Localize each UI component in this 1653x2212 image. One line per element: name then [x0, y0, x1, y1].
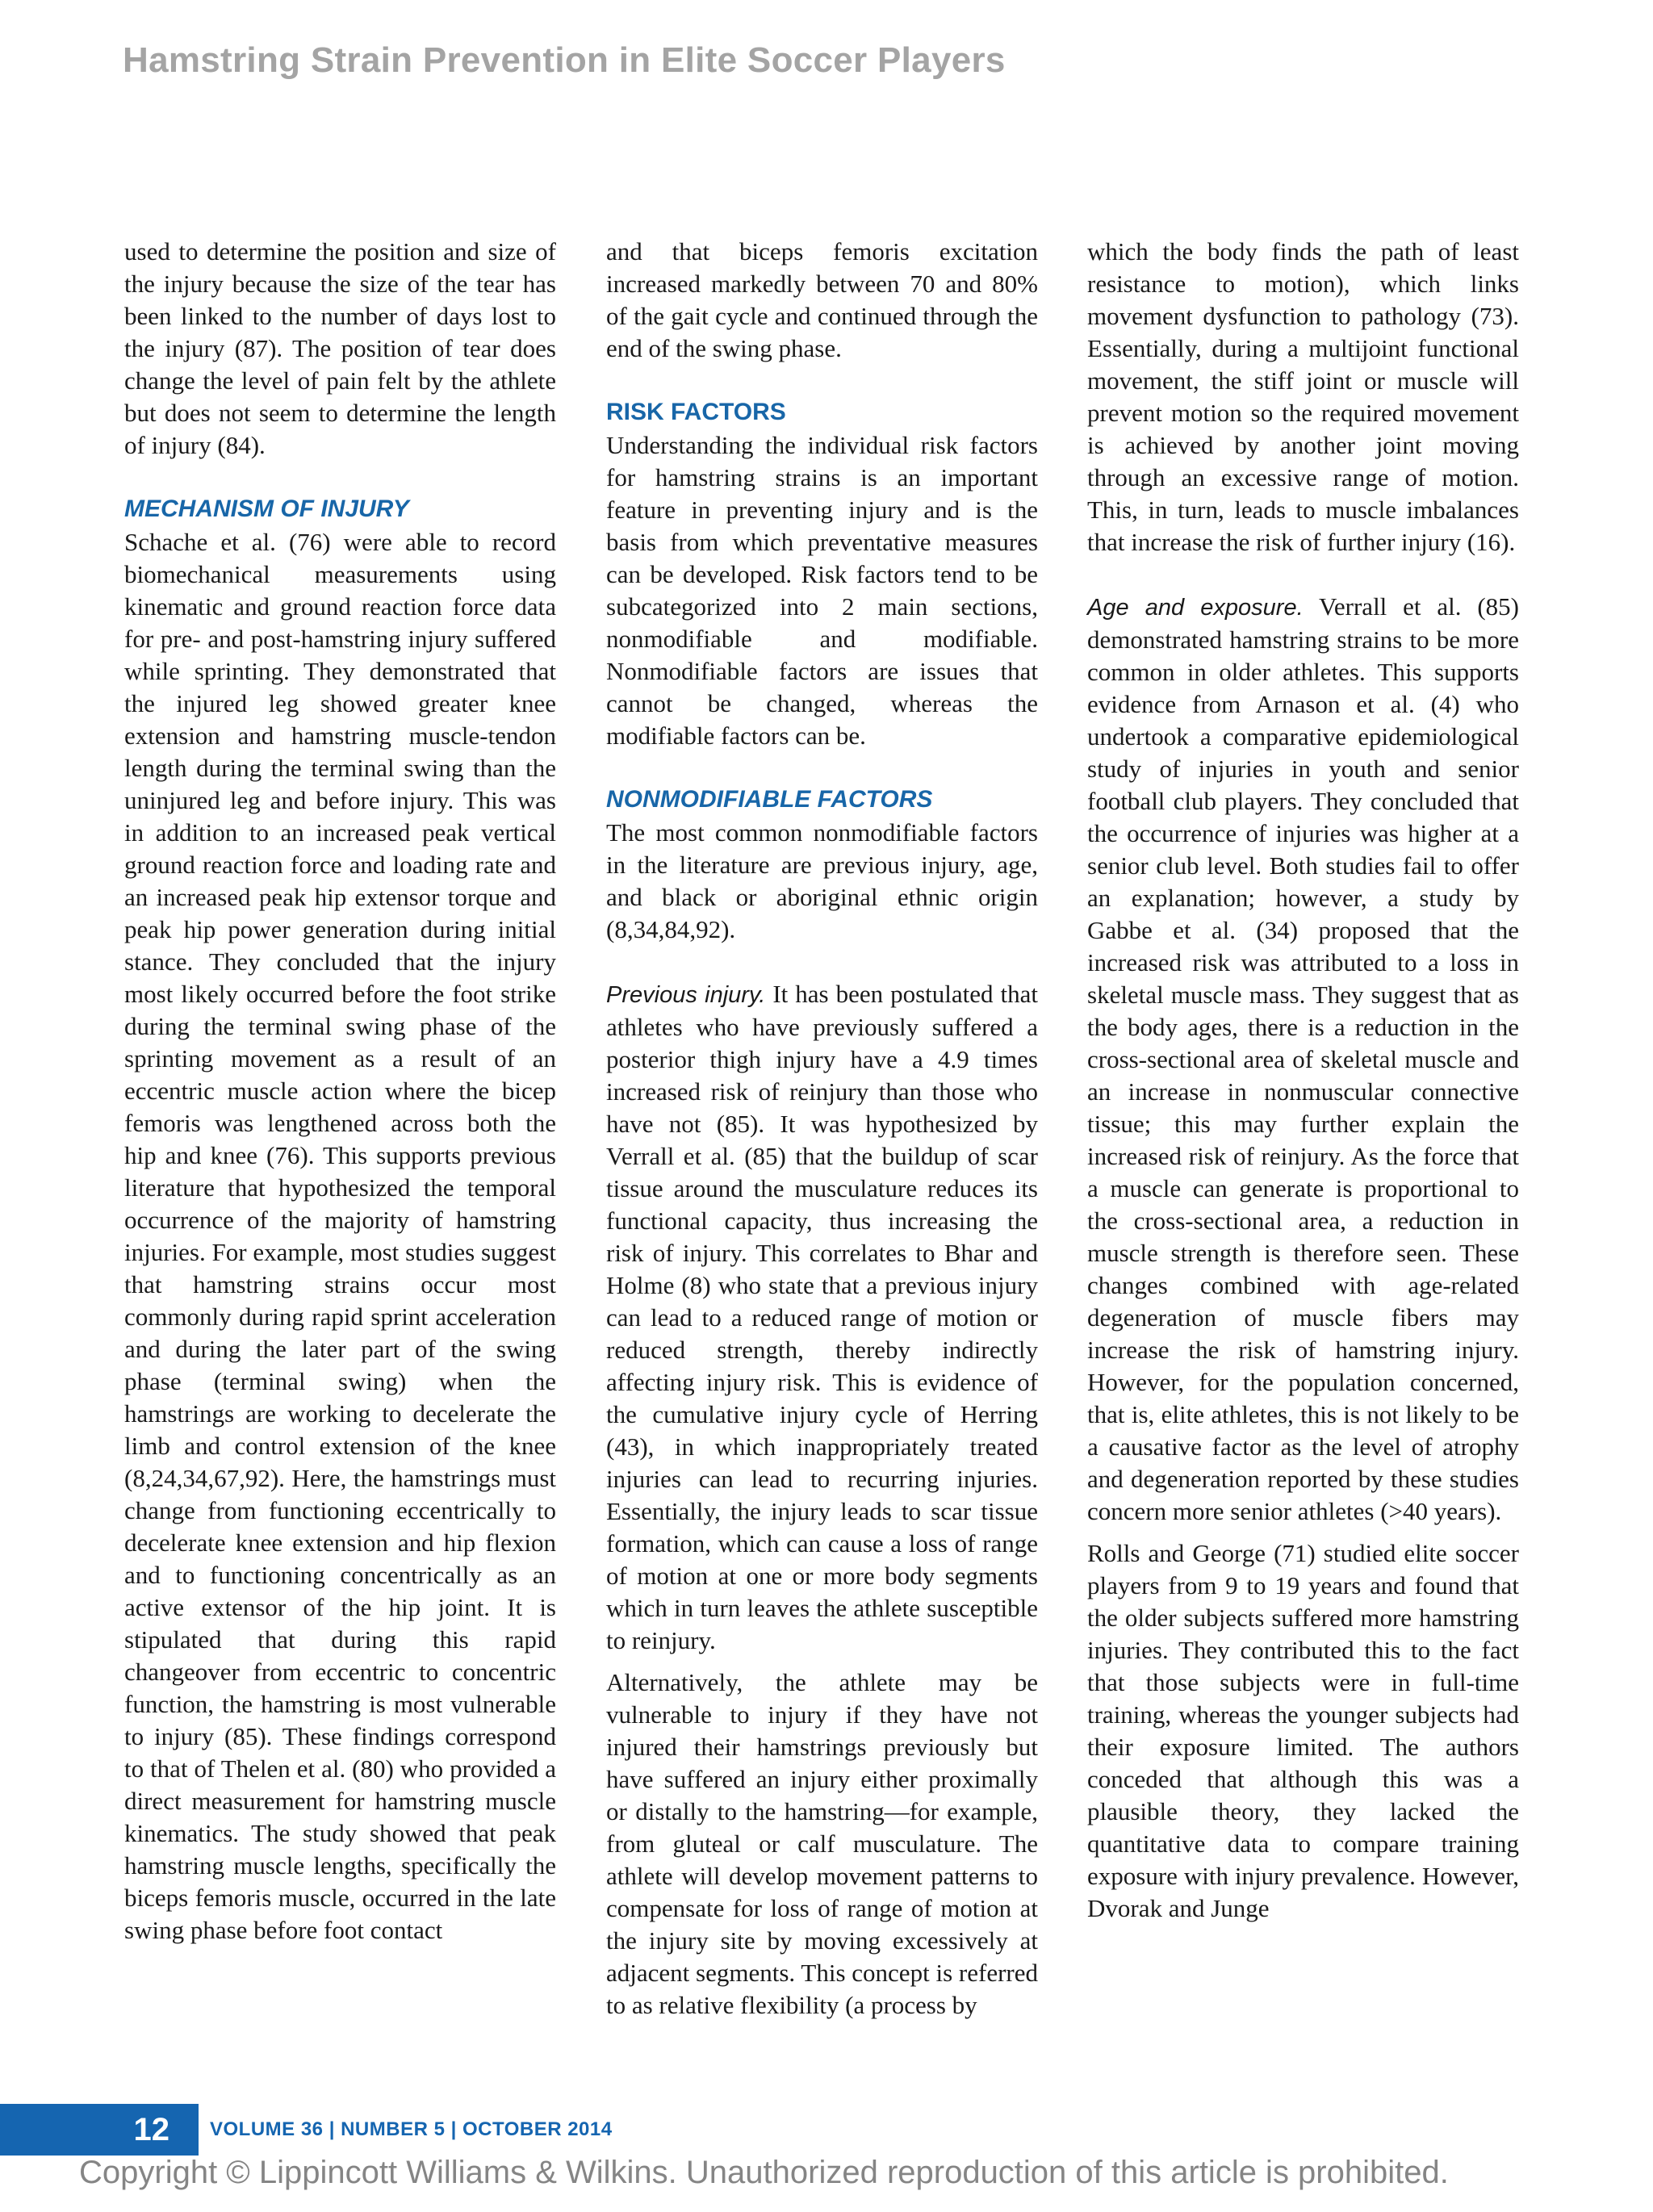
running-title: Hamstring Strain Prevention in Elite Soccer Players: [123, 40, 1006, 80]
column-2: [606, 236, 1038, 2054]
runin-heading-previous-injury: Previous injury.: [606, 982, 766, 1008]
issue-info: VOLUME 36 | NUMBER 5 | OCTOBER 2014: [210, 2118, 613, 2140]
section-heading-nonmodifiable: NONMODIFIABLE FACTORS: [606, 786, 933, 813]
body-paragraph: Schache et al. (76) were able to record biomechanical measurements using kinematic and ground reaction force data for pre- and post-hamstring injury suffered while sprinting. They demonstrated that the injured leg showed greater knee extension and hamstring muscle-tendon length during the terminal swing than the uninjured leg and before injury. This was in addition to an increased peak vertical ground reaction force and loading rate and an increased peak hip extensor torque and peak hip power generation during initial stance. They concluded that the injury most likely occurred before the foot strike during the terminal swing phase of the sprinting movement as a result of an eccentric muscle action where the bicep femoris was lengthened across both the hip and knee (76). This supports previous literature that hypothesized the temporal occurrence of the majority of hamstring injuries. For example, most studies suggest that hamstring strains occur most commonly during rapid sprint acceleration and during the later part of the swing phase (terminal swing) when the hamstrings are working to decelerate the limb and control extension of the knee (8,24,34,67,92). Here, the hamstrings must change from functioning eccentrically to decelerate knee extension and hip flexion and to functioning concentrically as an active extensor of the hip joint. It is stipulated that during this rapid changeover from eccentric to concentric function, the hamstring is most vulnerable to injury (85). These findings correspond to that of Thelen et al. (80) who provided a direct measurement for hamstring muscle kinematics. The study showed that peak hamstring muscle lengths, specifically the biceps femoris muscle, occurred in the late swing phase before foot contact: [124, 528, 556, 1944]
body-paragraph: Rolls and George (71) studied elite soccer players from 9 to 19 years and found that the older subjects suffered more hamstring injuries. They contributed this to the fact that those subjects were in full-time training, whereas the younger subjects had their exposure limited. The authors conceded that although this was a plausible theory, they lacked the quantitative data to compare training exposure with injury prevalence. However, Dvorak and Junge: [1087, 1539, 1519, 1922]
column-3: [1087, 236, 1519, 1957]
column-1: [124, 236, 556, 1979]
copyright-notice: Copyright © Lippincott Williams & Wilkins. Unauthorized reproduction of this article is prohibited.: [79, 2155, 1449, 2190]
section-heading-mechanism: MECHANISM OF INJURY: [124, 496, 409, 522]
body-paragraph: Understanding the individual risk factors for hamstring strains is an important feature in preventing injury and is the basis from which preventative measures can be developed. Risk factors tend to be subcategorized into 2 main sections, nonmodifiable and modifiable. Nonmodifiable factors are issues that cannot be changed, whereas the modifiable factors can be.: [606, 431, 1038, 750]
paragraph-text: Verrall et al. (85) demonstrated hamstring strains to be more common in older athletes. This supports evidence from Arnason et al. (4) who undertook a comparative epidemiological study of injuries in youth and senior football club players. They concluded that the occurrence of injuries was higher at a senior club level. Both studies fail to offer an explanation; however, a study by Gabbe et al. (34) proposed that the increased risk was attributed to a loss in skeletal muscle mass. They suggest that as the body ages, there is a reduction in the cross-sectional area of skeletal muscle and an increase in nonmuscular connective tissue; this may further explain the increased risk of reinjury. As the force that a muscle can generate is proportional to the cross-sectional area, a reduction in muscle strength is therefore seen. These changes combined with age-related degeneration of muscle fibers may increase the risk of hamstring injury. However, for the population concerned, that is, elite athletes, this is not likely to be a causative factor as the level of atrophy and degeneration reported by these studies concern more senior athletes (>40 years).: [1087, 592, 1519, 1525]
body-paragraph: The most common nonmodifiable factors in the literature are previous injury, age, and black or aboriginal ethnic origin (8,34,84,92).: [606, 818, 1038, 943]
body-paragraph: which the body finds the path of least resistance to motion), which links movement dysfunction to pathology (73). Essentially, during a multijoint functional movement, the stiff joint or muscle will prevent motion so the required movement is achieved by another joint moving through an excessive range of motion. This, in turn, leads to muscle imbalances that increase the risk of further injury (16).: [1087, 237, 1519, 556]
body-paragraph: and that biceps femoris excitation increased markedly between 70 and 80% of the gait cycle and continued through the end of the swing phase.: [606, 237, 1038, 362]
body-paragraph: [1087, 591, 1519, 1528]
footer-band: [0, 2104, 1653, 2156]
paragraph-text: It has been postulated that athletes who have previously suffered a posterior thigh injury have a 4.9 times increased risk of reinjury than those who have not (85). It was hypothesized by Verrall et al. (85) that the buildup of scar tissue around the musculature reduces its functional capacity, thus increasing the risk of injury. This correlates to Bhar and Holme (8) who state that a previous injury can lead to a reduced range of motion or reduced strength, thereby indirectly affecting injury risk. This is evidence of the cumulative injury cycle of Herring (43), in which inappropriately treated injuries can lead to recurring injuries. Essentially, the injury leads to scar tissue formation, which can cause a loss of range of motion at one or more body segments which in turn leaves the athlete susceptible to reinjury.: [606, 980, 1039, 1654]
runin-heading-age-exposure: Age and exposure.: [1087, 595, 1304, 621]
body-paragraph: used to determine the position and size of the injury because the size of the tear has been linked to the number of days lost to the injury (87). The position of tear does change the level of pain felt by the athlete but does not seem to determine the length of injury (84).: [124, 237, 556, 459]
page-number: 12: [0, 2104, 199, 2156]
body-paragraph: [606, 978, 1038, 1657]
body-paragraph: Alternatively, the athlete may be vulnerable to injury if they have not injured their hamstrings previously but have suffered an injury either proximally or distally to the hamstring—for example, from gluteal or calf musculature. The athlete will develop movement patterns to compensate for loss of range of motion at the injury site by moving excessively at adjacent segments. This concept is referred to as relative flexibility (a process by: [606, 1668, 1038, 2019]
section-heading-risk-factors: RISK FACTORS: [606, 399, 786, 425]
